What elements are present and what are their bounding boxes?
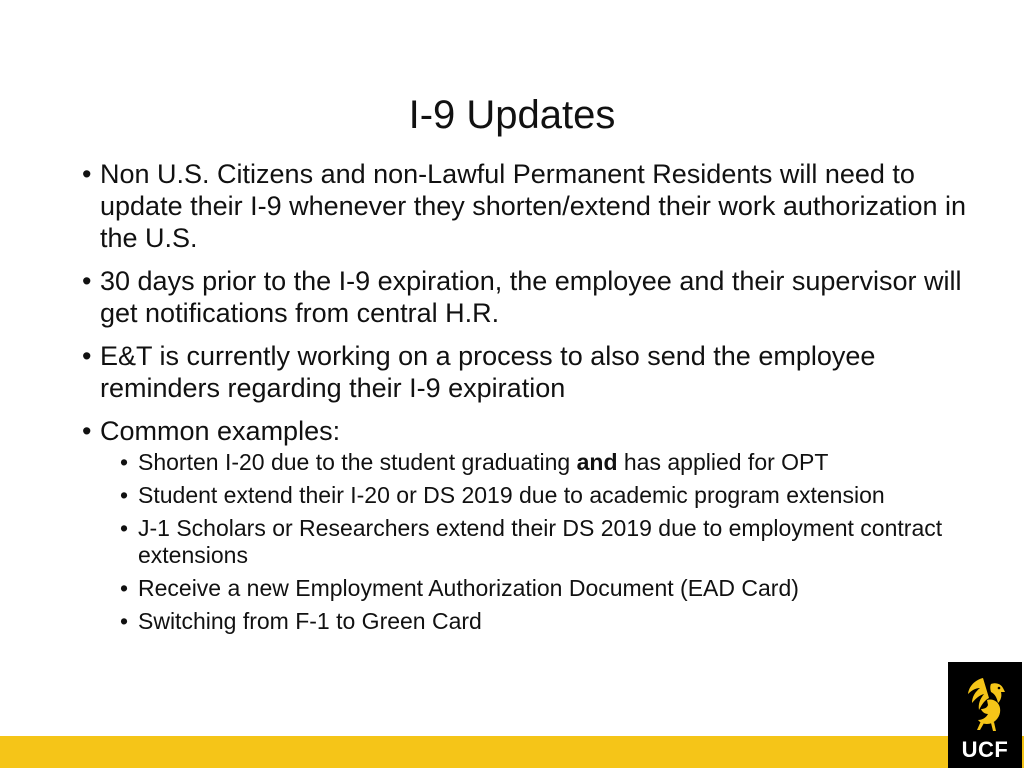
bullet-item-examples bbox=[80, 415, 980, 635]
bullet-item: • 30 days prior to the I-9 expiration, the employee and their supervisor will get notifications from central H.R. bbox=[80, 265, 980, 329]
sub-bullet-item bbox=[118, 449, 980, 476]
sub-bullet-item: • J-1 Scholars or Researchers extend their DS 2019 due to employment contract extensions bbox=[118, 515, 980, 569]
pegasus-icon bbox=[961, 674, 1009, 732]
footer-gold-bar bbox=[0, 736, 1024, 768]
sub-bullet-text: Shorten I-20 due to the student graduating bbox=[138, 449, 577, 475]
slide-title: I-9 Updates bbox=[408, 93, 616, 137]
sub-bullet-item: • Switching from F-1 to Green Card bbox=[118, 608, 980, 635]
sub-bullet-item: • Student extend their I-20 or DS 2019 due to academic program extension bbox=[118, 482, 980, 509]
bullet-list bbox=[80, 158, 980, 646]
sub-bullet-emphasis: and bbox=[576, 449, 618, 475]
logo-text: UCF bbox=[961, 737, 1009, 762]
bullet-item-label: Common examples: bbox=[100, 416, 341, 446]
bullet-item: • E&T is currently working on a process to also send the employee reminders regarding their I-9 expiration bbox=[80, 340, 980, 404]
ucf-logo bbox=[948, 662, 1022, 768]
sub-bullet-list bbox=[118, 449, 980, 635]
sub-bullet-item: • Receive a new Employment Authorization Document (EAD Card) bbox=[118, 575, 980, 602]
bullet-item: • Non U.S. Citizens and non-Lawful Permanent Residents will need to update their I-9 whenever they shorten/extend their work authorization in the U.S. bbox=[80, 158, 980, 254]
sub-bullet-text: has applied for OPT bbox=[617, 449, 829, 475]
